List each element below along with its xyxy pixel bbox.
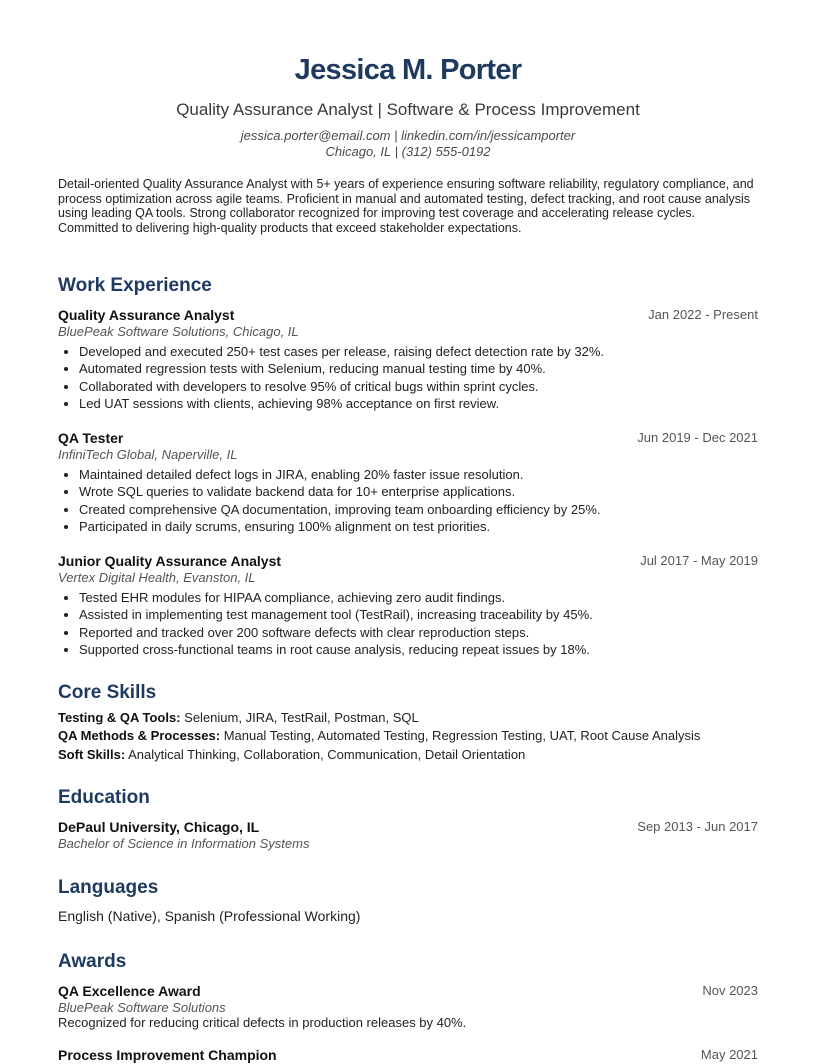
skill-line <box>58 746 525 763</box>
professional-summary: Detail-oriented Quality Assurance Analyst with 5+ years of experience ensuring software reliability, regulatory compliance, and process optimization across agile teams. Proficient in manual and automated testing, defect tracking, and root cause analysis using leading QA tools. Strong collaborator recognized for improving test coverage and accelerating release cycles. Committed to delivering high-quality products that exceed stakeholder expectations. <box>58 177 754 235</box>
job-bullets <box>58 589 758 658</box>
skill-label: QA Methods & Processes: <box>58 728 221 743</box>
section-title-core-skills: Core Skills <box>58 682 157 703</box>
job-company: InfiniTech Global, Naperville, IL <box>58 447 238 462</box>
award-date: Nov 2023 <box>702 983 758 998</box>
job-dates: Jan 2022 - Present <box>648 307 758 322</box>
job-title: QA Tester <box>58 430 124 446</box>
award-organization: BluePeak Software Solutions <box>58 1000 226 1015</box>
job-title: Junior Quality Assurance Analyst <box>58 553 282 569</box>
list-item: • Participated in daily scrums, ensuring 100% alignment on test priorities. <box>79 518 758 535</box>
skill-label: Soft Skills: <box>58 747 126 762</box>
skill-value: Manual Testing, Automated Testing, Regression Testing, UAT, Root Cause Analysis <box>223 728 701 743</box>
section-title-languages: Languages <box>58 877 159 898</box>
contact-line-location-phone: Chicago, IL | (312) 555-0192 <box>325 144 491 159</box>
candidate-name: Jessica M. Porter <box>294 54 522 86</box>
award-date: May 2021 <box>700 1047 758 1062</box>
list-item: • Assisted in implementing test management tool (TestRail), increasing traceability by 45%. <box>79 606 758 623</box>
list-item: • Automated regression tests with Selenium, reducing manual testing time by 40%. <box>79 360 758 377</box>
job-company: Vertex Digital Health, Evanston, IL <box>58 570 256 585</box>
job-bullets <box>58 343 758 412</box>
list-item: • Reported and tracked over 200 software defects with clear reproduction steps. <box>79 624 758 641</box>
list-item: • Led UAT sessions with clients, achieving 98% acceptance on first review. <box>79 395 758 412</box>
job-bullets <box>58 466 758 535</box>
job-title: Quality Assurance Analyst <box>58 307 235 323</box>
list-item: • Wrote SQL queries to validate backend data for 10+ enterprise applications. <box>79 483 758 500</box>
section-title-work-experience: Work Experience <box>58 275 212 296</box>
job-company: BluePeak Software Solutions, Chicago, IL <box>58 324 299 339</box>
job-dates: Jun 2019 - Dec 2021 <box>637 430 758 445</box>
list-item: • Supported cross-functional teams in root cause analysis, reducing repeat issues by 18%. <box>79 641 758 658</box>
list-item: • Maintained detailed defect logs in JIRA, enabling 20% faster issue resolution. <box>79 466 758 483</box>
list-item: • Collaborated with developers to resolve 95% of critical bugs within sprint cycles. <box>79 378 758 395</box>
skill-value: Selenium, JIRA, TestRail, Postman, SQL <box>184 710 419 725</box>
award-title: Process Improvement Champion <box>58 1047 277 1063</box>
list-item: • Created comprehensive QA documentation, improving team onboarding efficiency by 25%. <box>79 501 758 518</box>
contact-line-email-linkedin: jessica.porter@email.com | linkedin.com/in/jessicamporter <box>240 128 576 143</box>
education-degree: Bachelor of Science in Information Systems <box>58 836 310 851</box>
section-title-education: Education <box>58 787 150 808</box>
skill-label: Testing & QA Tools: <box>58 710 181 725</box>
job-dates: Jul 2017 - May 2019 <box>640 553 758 568</box>
list-item: • Tested EHR modules for HIPAA compliance, achieving zero audit findings. <box>79 589 758 606</box>
skill-line <box>58 727 700 744</box>
education-dates: Sep 2013 - Jun 2017 <box>637 819 758 834</box>
award-description: Recognized for reducing critical defects in production releases by 40%. <box>58 1015 467 1030</box>
languages-list: English (Native), Spanish (Professional Working) <box>58 908 361 924</box>
education-school: DePaul University, Chicago, IL <box>58 819 260 835</box>
skill-value: Analytical Thinking, Collaboration, Communication, Detail Orientation <box>128 747 526 762</box>
skill-line <box>58 709 419 726</box>
list-item: • Developed and executed 250+ test cases per release, raising defect detection rate by 32%. <box>79 343 758 360</box>
section-title-awards: Awards <box>58 951 127 972</box>
headline: Quality Assurance Analyst | Software & Process Improvement <box>176 100 640 119</box>
award-title: QA Excellence Award <box>58 983 201 999</box>
